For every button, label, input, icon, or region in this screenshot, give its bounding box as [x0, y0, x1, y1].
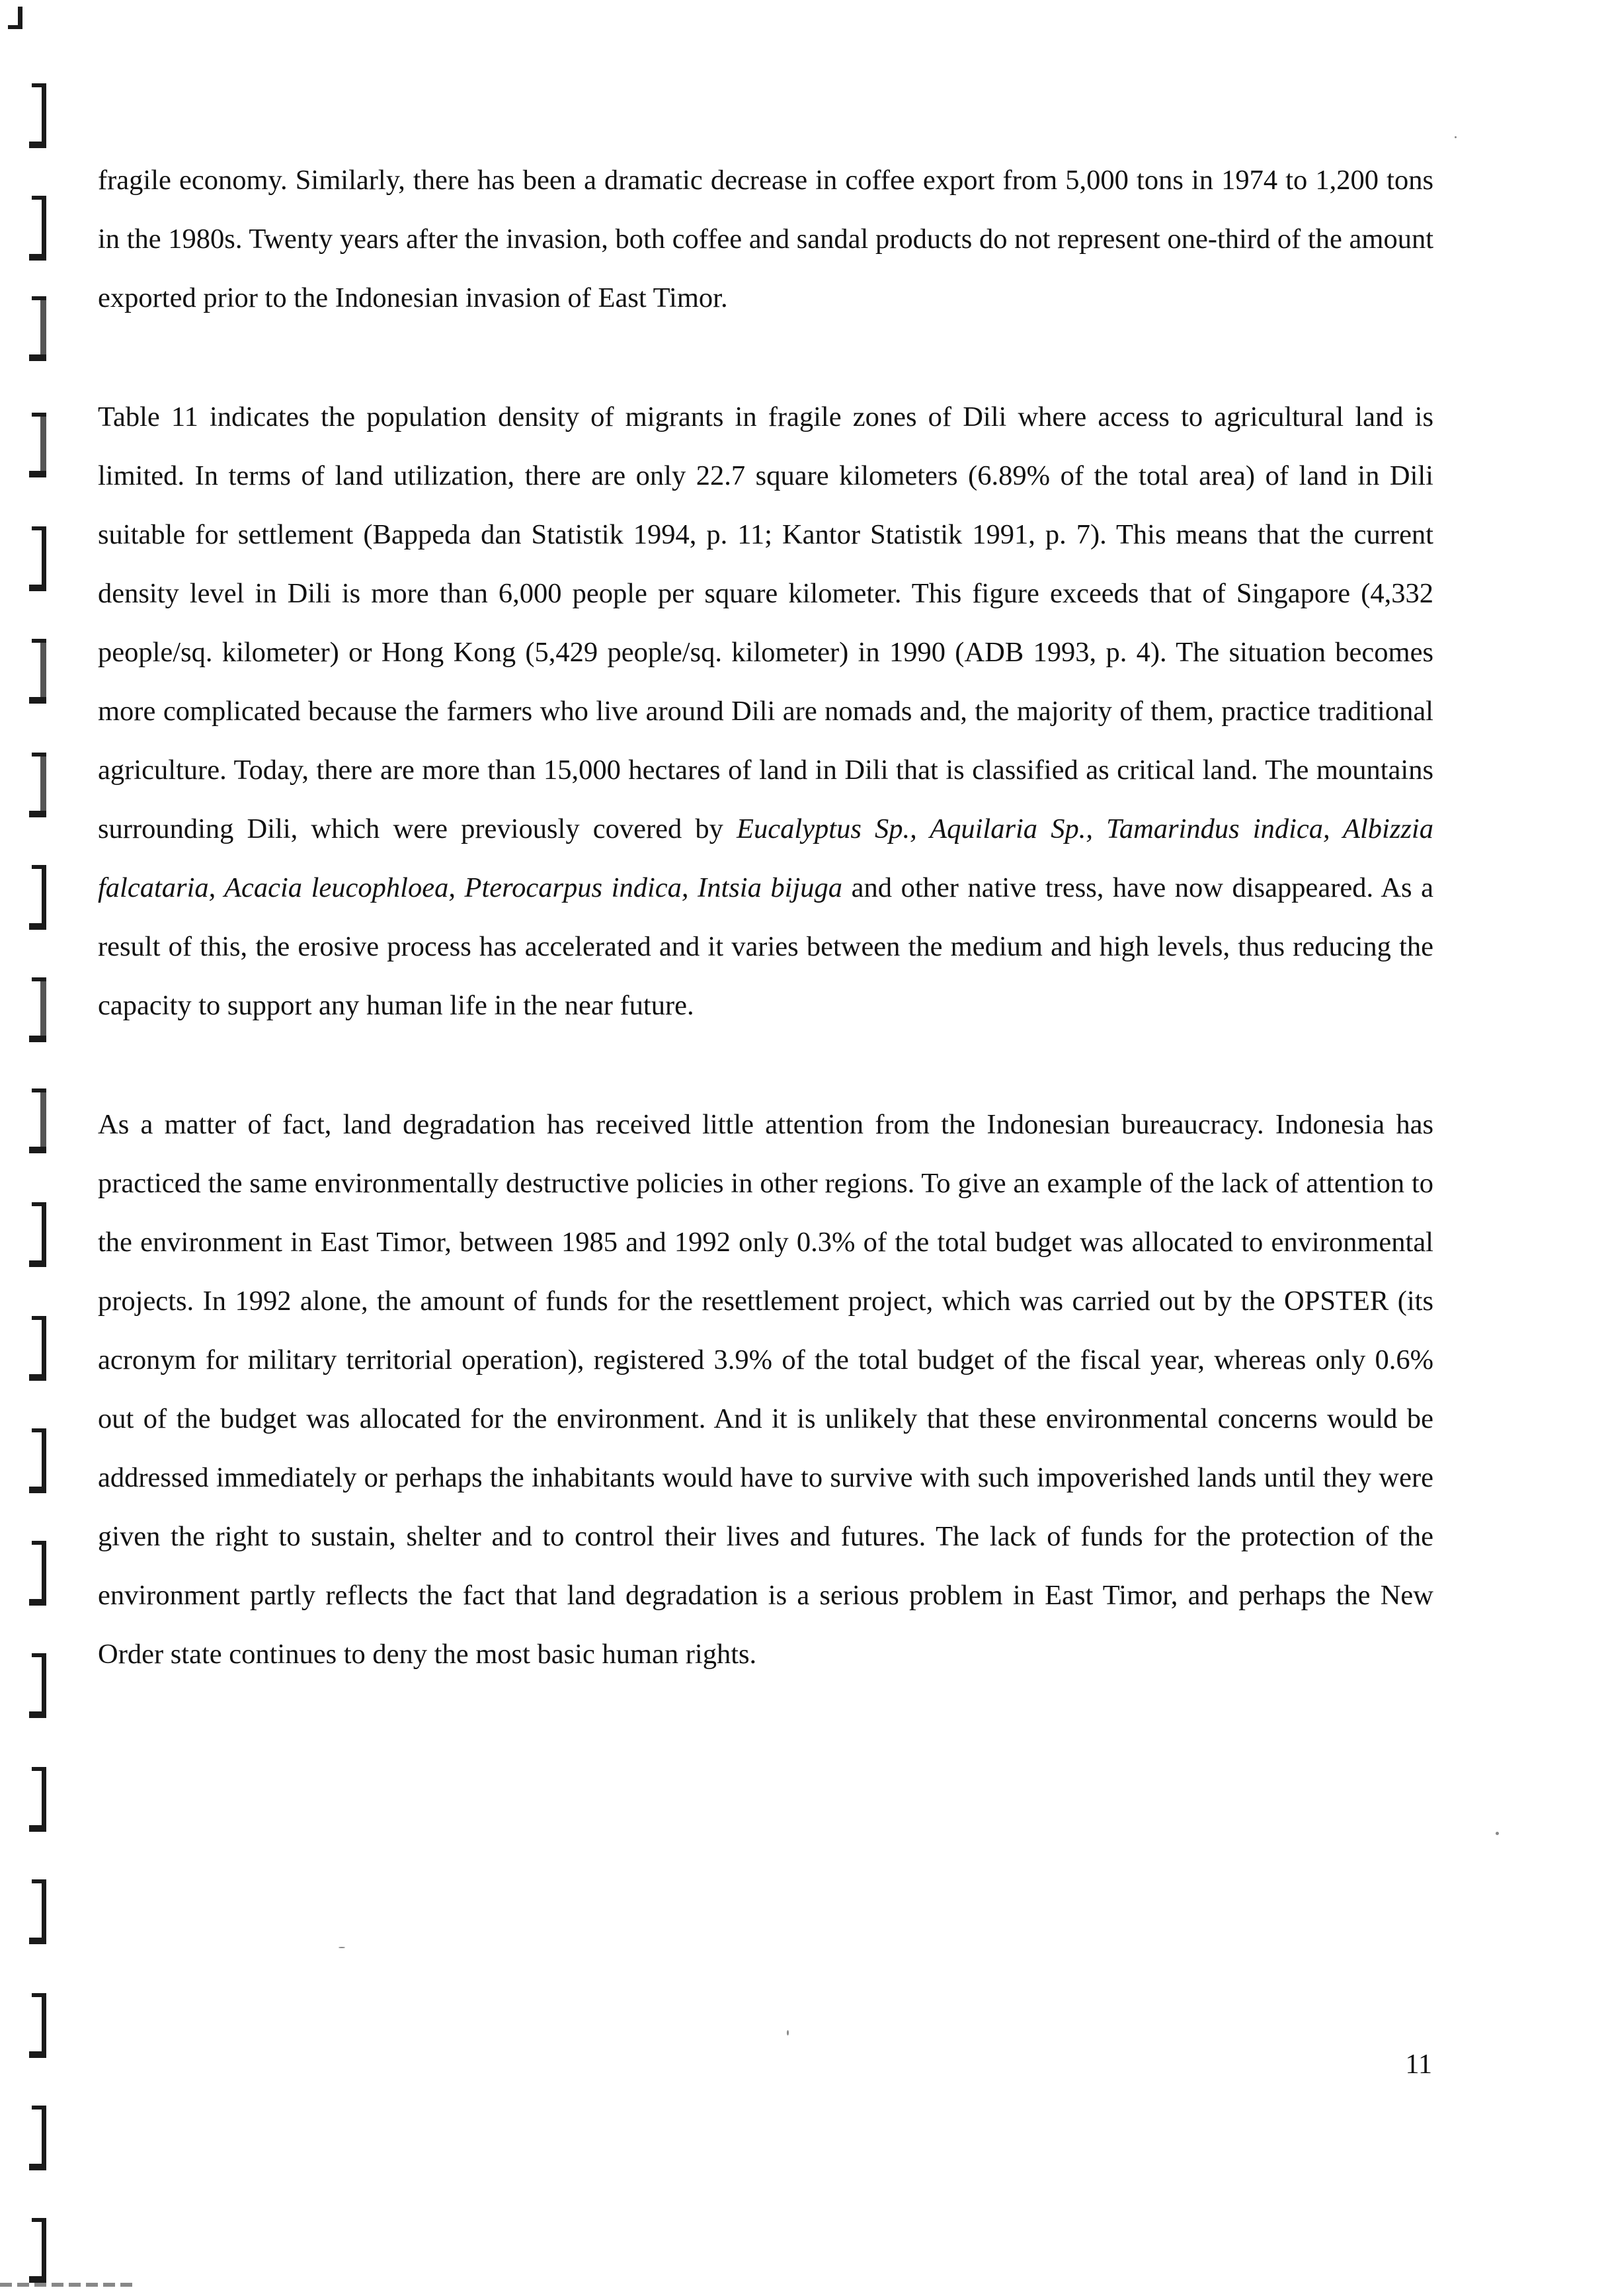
- binding-mark: [29, 2218, 46, 2283]
- binding-mark: [29, 83, 46, 148]
- corner-mark: [5, 7, 25, 29]
- binding-mark: [29, 977, 46, 1042]
- species-list: Eucalyptus Sp., Aquilaria Sp., Tamarindus indica, Albizzia falcataria, Acacia leucophloea, Pterocarpus indica, Intsia bijuga: [98, 813, 1433, 903]
- binding-mark: [29, 1088, 46, 1153]
- paragraph-2-text: Table 11 indicates the population density of migrants in fragile zones of Dili where access to agricultural land is limited. In terms of land utilization, there are only 22.7 square kilometers (6.89% of the total area) of land in Dili suitable for settlement (Bappeda dan Statistik 1994, p. 11; Kantor Statistik 1991, p. 7). This means that the current density level in Dili is more than 6,000 people per square kilometer. This figure exceeds that of Singapore (4,332 people/sq. kilometer) or Hong Kong (5,429 people/sq. kilometer) in 1990 (ADB 1993, p. 4). The situation becomes more complicated because the farmers who live around Dili are nomads and, the majority of them, practice traditional agriculture. Today, there are more than 15,000 hectares of land in Dili that is classified as critical land. The mountains surrounding Dili, which were previously covered by: [98, 401, 1433, 844]
- binding-mark: [29, 1202, 46, 1267]
- binding-mark: [29, 1879, 46, 1944]
- paragraph-2-tail: and other native tress, have now disappeared. As a result of this, the erosive process has accelerated and it varies between the medium and high levels, thus reducing the capacity to support any human life in the near future.: [98, 872, 1433, 1021]
- binding-mark: [29, 1428, 46, 1493]
- binding-mark: [29, 1653, 46, 1718]
- scan-speck: [1496, 1832, 1499, 1835]
- binding-mark: [29, 2106, 46, 2170]
- binding-mark: [29, 753, 46, 817]
- paragraph-3: As a matter of fact, land degradation has received little attention from the Indonesian bureaucracy. Indonesia has practiced the same environmentally destructive policies in other regions. To give an example of the lack of attention to the environment in East Timor, between 1985 and 1992 only 0.3% of the total budget was allocated to environmental projects. In 1992 alone, the amount of funds for the resettlement project, which was carried out by the OPSTER (its acronym for military territorial operation), registered 3.9% of the total budget of the fiscal year, whereas only 0.6% out of the budget was allocated for the environment. And it is unlikely that these environmental concerns would be addressed immediately or perhaps the inhabitants would have to survive with such impoverished lands until they were given the right to sustain, shelter and to control their lives and futures. The lack of funds for the protection of the environment partly reflects the fact that land degradation is a serious problem in East Timor, and perhaps the New Order state continues to deny the most basic human rights.: [98, 1109, 1433, 1670]
- binding-mark: [29, 639, 46, 704]
- scan-speck: [787, 2030, 789, 2035]
- binding-mark: [29, 1767, 46, 1832]
- binding-mark: [29, 296, 46, 361]
- binding-mark: [29, 1541, 46, 1606]
- scan-speck: [1455, 136, 1457, 138]
- binding-mark: [29, 1993, 46, 2058]
- scan-edge: [0, 2283, 132, 2287]
- binding-mark: [29, 1316, 46, 1381]
- binding-mark: [29, 196, 46, 261]
- binding-mark: [29, 526, 46, 591]
- binding-mark: [29, 413, 46, 477]
- scan-speck: [339, 1947, 345, 1948]
- paragraph-2: [98, 388, 1433, 1035]
- binding-marks: [0, 0, 60, 2296]
- binding-mark: [29, 865, 46, 930]
- body-text: [98, 151, 1433, 1684]
- paragraph-1: fragile economy. Similarly, there has been a dramatic decrease in coffee export from 5,000 tons in 1974 to 1,200 tons in the 1980s. Twenty years after the invasion, both coffee and sandal products do not represent one-third of the amount exported prior to the Indonesian invasion of East Timor.: [98, 165, 1433, 313]
- page-number: 11: [1405, 2049, 1432, 2080]
